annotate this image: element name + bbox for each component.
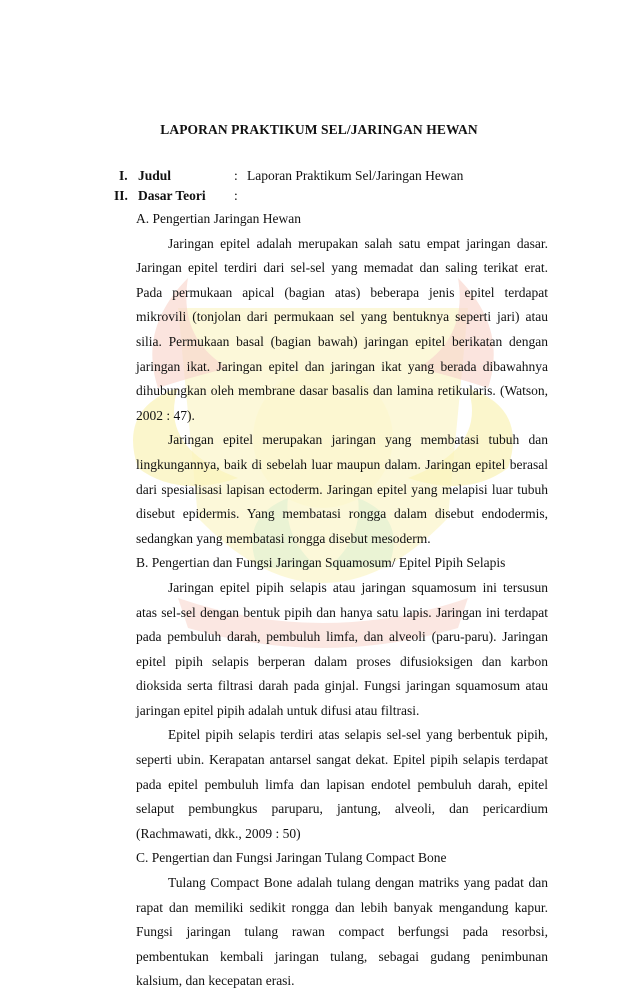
paragraph: Tulang Compact Bone adalah tulang dengan matriks yang padat dan rapat dan memiliki sedikit rongga dan lebih banyak mengandung kapur. Fungsi jaringan tulang rawan compact berfungsi pada resorbsi, pembentukan kembali jaringan tulang, sebagai gudang penimbunan kalsium, dan kecepatan erasi. [136,875,548,989]
paragraph: Epitel pipih selapis terdiri atas selapis sel-sel yang berbentuk pipih, seperti ubin. Kerapatan antarsel sangat dekat. Epitel pipih selapis terdapat pada epitel pembuluh limfa dan lapisan endotel pembuluh darah, epitel selaput pembungkus paruparu, jantung, alveoli, dan pericardium (Rachmawati, dkk., 2009 : 50) [136,727,548,841]
section-heading-c: C. Pengertian dan Fungsi Jaringan Tulang Compact Bone [136,850,447,866]
paragraph: Jaringan epitel pipih selapis atau jaringan squamosum ini tersusun atas sel-sel dengan bentuk pipih dan hanya satu lapis. Jaringan ini terdapat pada pembuluh darah, pembuluh limfa, dan alveoli (paru-paru). Jaringan epitel pipih selapis berperan dalam proses difusioksigen dan karbon dioksida serta filtrasi darah pada ginjal. Fungsi jaringan squamosum atau jaringan epitel pipih adalah untuk difusi atau filtrasi. [136,579,548,718]
document-title: LAPORAN PRAKTIKUM SEL/JARINGAN HEWAN [160,122,478,137]
item-number: I. [119,168,128,183]
item-judul [0,168,638,186]
item-label: Judul [138,168,172,183]
section-heading-a: A. Pengertian Jaringan Hewan [136,211,301,226]
item-label: Dasar Teori [138,188,206,203]
item-dasar-teori [0,188,638,206]
paragraph: Jaringan epitel merupakan jaringan yang membatasi tubuh dan lingkungannya, baik di sebelah luar maupun dalam. Jaringan epitel berasal dari spesialisasi lapisan ectoderm. Jaringan epitel yang melapisi luar tubuh disebut epidermis. Yang membatasi rongga dalam disebut endodermis, sedangkan yang membatasi rongga disebut mesoderm. [136,432,548,546]
document-body [136,207,548,994]
paragraph: Jaringan epitel adalah merupakan salah satu empat jaringan dasar. Jaringan epitel terdiri dari sel-sel yang memadat dan saling terikat erat. Pada permukaan apical (bagian atas) beberapa jenis epitel terdapat mikrovili (tonjolan dari permukaan sel yang bentuknya seperti jari) atau silia. Permukaan basal (bagian bawah) jaringan epitel berikatan dengan jaringan ikat. Jaringan epitel dan jaringan ikat yang berada dibawahnya dihubungkan oleh membrane dasar basalis dan lamina retikularis. (Watson, 2002 : 47). [136,235,548,423]
section-heading-b: B. Pengertian dan Fungsi Jaringan Squamosum/ Epitel Pipih Selapis [136,555,506,571]
item-number: II. [114,188,128,203]
item-value: Laporan Praktikum Sel/Jaringan Hewan [247,168,464,183]
item-colon: : [234,168,238,183]
item-colon: : [234,188,238,203]
